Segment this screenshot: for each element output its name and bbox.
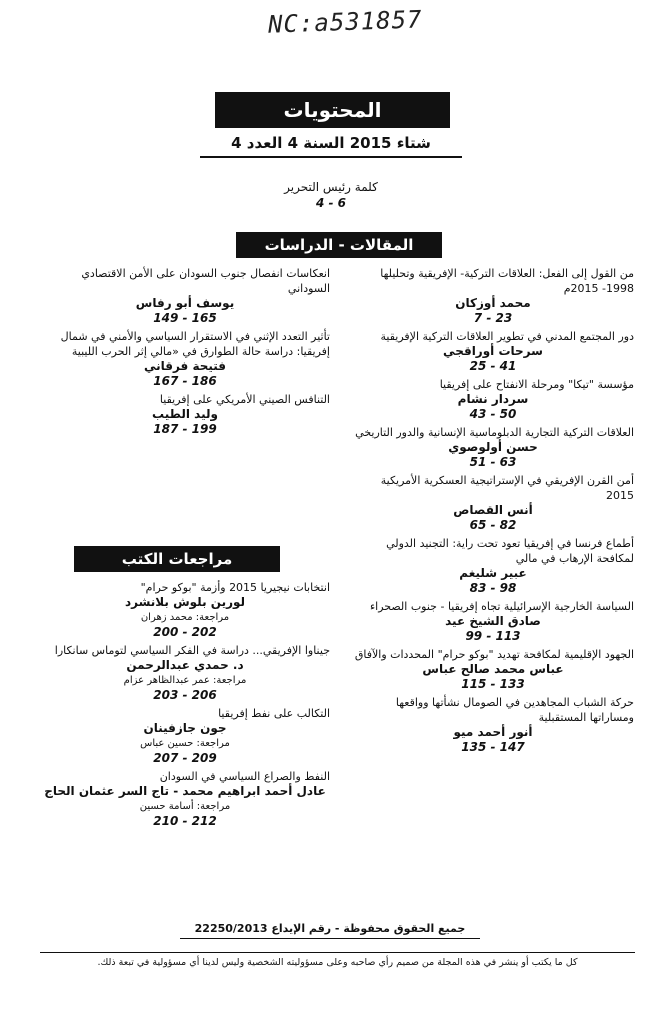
article-title: مؤسسة "تيكا" ومرحلة الانفتاح على إفريقيا <box>439 378 634 391</box>
review-title: انتخابات نيجيريا 2015 وأزمة "بوكو حرام" <box>140 581 330 594</box>
article-pages: 50 - 43 <box>469 407 517 421</box>
reviews-column <box>40 580 330 832</box>
article-entry <box>352 425 634 470</box>
issue-line: شتاء 2015 السنة 4 العدد 4 <box>200 134 462 158</box>
article-pages: 98 - 83 <box>469 581 517 595</box>
article-title: السياسة الخارجية الإسرائيلية تجاه إفريقيا - جنوب الصحراء <box>369 600 634 613</box>
article-entry <box>352 266 634 326</box>
articles-section-heading: المقالات - الدراسات <box>236 232 442 258</box>
article-entry <box>352 536 634 596</box>
article-title: أمن القرن الإفريقي في الإستراتيجية العسكرية الأمريكية 2015 <box>380 474 634 502</box>
review-reviewer: مراجعة: محمد زهران <box>140 612 230 623</box>
article-title: انعكاسات انفصال جنوب السودان على الأمن الاقتصادي السوداني <box>81 267 330 295</box>
article-entry <box>352 329 634 374</box>
review-title: التكالب على نفط إفريقيا <box>218 707 330 720</box>
article-entry <box>352 473 634 533</box>
article-author: أنور أحمد ميو <box>453 725 533 739</box>
article-entry <box>352 599 634 644</box>
article-pages: 82 - 65 <box>469 518 517 532</box>
article-title: الجهود الإقليمية لمكافحة تهديد "بوكو حرام" المحددات والآفاق <box>354 648 634 661</box>
article-pages: 23 - 7 <box>473 311 513 325</box>
article-title: تأثير التعدد الإثني في الاستقرار السياسي والأمني في شمال إفريقيا: دراسة حالة الطوارق في «مالي إثر الحرب الليبية <box>60 330 330 358</box>
review-title: جيناوا الإفريقي... دراسة في الفكر السياسي لتوماس سانكارا <box>54 644 330 657</box>
article-author: عباس محمد صالح عباس <box>422 662 564 676</box>
review-entry <box>40 769 330 829</box>
article-author: أنس القصاص <box>453 503 533 517</box>
review-author: عادل أحمد ابراهيم محمد - تاج السر عثمان الحاج <box>44 784 326 798</box>
article-entry <box>40 266 330 326</box>
review-entry <box>40 643 330 703</box>
article-title: حركة الشباب المجاهدين في الصومال نشأتها وواقعها ومساراتها المستقبلية <box>395 696 634 724</box>
article-pages: 133 - 115 <box>461 677 525 691</box>
review-reviewer: مراجعة: عمر عبدالظاهر عزام <box>123 675 247 686</box>
review-entry <box>40 706 330 766</box>
article-pages: 165 - 149 <box>153 311 217 325</box>
article-author: سرحات أوراقجي <box>443 344 543 358</box>
article-entry <box>40 392 330 437</box>
article-pages: 63 - 51 <box>469 455 517 469</box>
review-reviewer: مراجعة: حسين عباس <box>140 738 230 749</box>
editor-note <box>220 180 442 210</box>
review-author: لورين بلوش بلانشرد <box>124 595 246 609</box>
article-title: دور المجتمع المدني في تطوير العلاقات التركية الإفريقية <box>380 330 634 343</box>
review-title: النفط والصراع السياسي في السودان <box>159 770 330 783</box>
article-pages: 113 - 99 <box>465 629 521 643</box>
article-author: وليد الطيب <box>152 407 218 421</box>
article-author: سردار نشام <box>457 392 529 406</box>
articles-right-column <box>352 266 634 758</box>
article-author: يوسف أبو رفاس <box>135 296 235 310</box>
handwritten-reference: NC:a531857 <box>267 5 423 39</box>
article-pages: 41 - 25 <box>469 359 517 373</box>
article-pages: 186 - 167 <box>153 374 217 388</box>
article-author: محمد أوزكان <box>455 296 531 310</box>
article-author: فتيحة فرقاني <box>143 359 227 373</box>
review-author: جون جازفينان <box>143 721 227 735</box>
article-entry <box>352 377 634 422</box>
reviews-section-heading: مراجعات الكتب <box>74 546 280 572</box>
article-title: أطماع فرنسا في إفريقيا تعود تحت راية: التجنيد الدولي لمكافحة الإرهاب في مالي <box>386 537 634 565</box>
article-title: التنافس الصيني الأمريكي على إفريقيا <box>159 393 330 406</box>
article-author: صادق الشيخ عيد <box>445 614 541 628</box>
articles-left-column <box>40 266 330 440</box>
review-author: د. حمدي عبدالرحمن <box>126 658 244 672</box>
article-pages: 199 - 187 <box>153 422 217 436</box>
editor-note-pages: 6 - 4 <box>315 196 347 210</box>
article-pages: 147 - 135 <box>461 740 525 754</box>
article-entry <box>40 329 330 389</box>
review-entry <box>40 580 330 640</box>
article-author: حسن أولوصوي <box>448 440 538 454</box>
article-title: العلاقات التركية التجارية الدبلوماسية الإنسانية والدور التاريخي <box>355 426 634 439</box>
contents-title: المحتويات <box>215 92 450 128</box>
review-pages: 202 - 200 <box>153 625 217 639</box>
review-pages: 212 - 210 <box>153 814 217 828</box>
disclaimer-note: كل ما يكتب أو ينشر في هذه المجلة من صميم رأي صاحبه وعلى مسؤوليته الشخصية وليس لدينا أي مسؤولية في تبعة ذلك. <box>40 952 635 968</box>
article-entry <box>352 647 634 692</box>
review-reviewer: مراجعة: أسامة حسين <box>139 801 231 812</box>
editor-note-label: كلمة رئيس التحرير <box>284 180 378 194</box>
review-pages: 209 - 207 <box>153 751 217 765</box>
article-entry <box>352 695 634 755</box>
review-pages: 206 - 203 <box>153 688 217 702</box>
article-author: عبير شليغم <box>459 566 527 580</box>
copyright-line: جميع الحقوق محفوظة - رقم الإيداع 22250/2013 <box>180 922 480 939</box>
article-title: من القول إلى الفعل: العلاقات التركية- الإفريقية وتحليلها 1998- 2015م <box>380 267 634 295</box>
